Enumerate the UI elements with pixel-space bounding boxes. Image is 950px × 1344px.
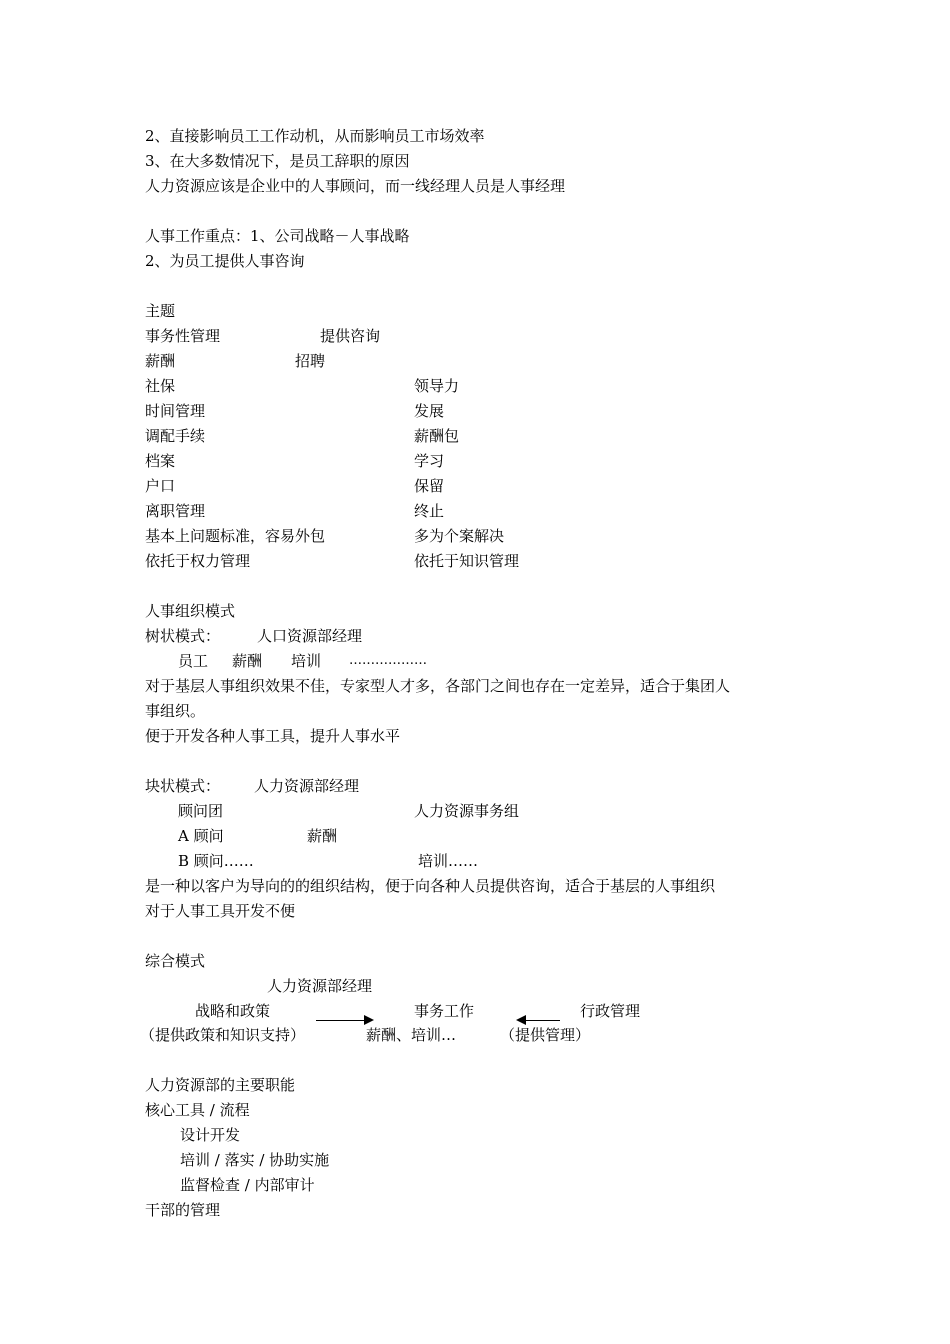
focus-line-2: 2、为员工提供人事咨询 — [145, 252, 305, 270]
tree-sub-pay: 薪酬 — [232, 652, 263, 670]
functions-heading: 人力资源部的主要职能 — [145, 1076, 296, 1094]
combo-left: 战略和政策 — [195, 1002, 271, 1020]
topics-right-item: 多为个案解决 — [414, 527, 505, 545]
topics-left-item: 时间管理 — [145, 402, 206, 420]
tree-manager: 人口资源部经理 — [257, 627, 363, 645]
arrow-left-line — [526, 1020, 560, 1021]
topics-left-item: 离职管理 — [145, 502, 206, 520]
arrow-right-line — [316, 1020, 364, 1021]
topics-right-item: 学习 — [414, 452, 445, 470]
topics-right-item: 终止 — [414, 502, 445, 520]
topics-heading: 主题 — [145, 302, 176, 320]
tree-desc-2: 事组织。 — [145, 702, 206, 720]
intro-line-3: 人力资源应该是企业中的人事顾问，而一线经理人员是人事经理 — [145, 177, 566, 195]
topics-row1-left: 薪酬 — [145, 352, 176, 370]
org-heading: 人事组织模式 — [145, 602, 236, 620]
topics-right-header: 提供咨询 — [320, 327, 381, 345]
topics-right-item: 保留 — [414, 477, 445, 495]
intro-line-2: 3、在大多数情况下，是员工辞职的原因 — [145, 152, 410, 170]
tree-sub-staff: 员工 — [178, 652, 209, 670]
combo-mid: 事务工作 — [414, 1002, 475, 1020]
focus-line-1: 人事工作重点：1、公司战略－人事战略 — [145, 227, 410, 245]
arrow-left-head-icon — [516, 1015, 526, 1025]
topics-row1-right: 招聘 — [295, 352, 326, 370]
tree-desc-3: 便于开发各种人事工具，提升人事水平 — [145, 727, 401, 745]
functions-item: 培训 / 落实 / 协助实施 — [180, 1151, 330, 1169]
combo-right-sub: （提供管理） — [500, 1026, 591, 1044]
functions-item: 监督检查 / 内部审计 — [180, 1176, 315, 1194]
block-b-right: 培训…… — [418, 852, 479, 870]
arrow-right-head-icon — [364, 1015, 374, 1025]
topics-left-item: 户口 — [145, 477, 176, 495]
block-right-head: 人力资源事务组 — [414, 802, 520, 820]
topics-left-item: 社保 — [145, 377, 176, 395]
intro-line-1: 2、直接影响员工工作动机，从而影响员工市场效率 — [145, 127, 485, 145]
topics-left-header: 事务性管理 — [145, 327, 221, 345]
tree-sub-training: 培训 — [291, 652, 322, 670]
topics-left-item: 基本上问题标准，容易外包 — [145, 527, 326, 545]
combo-manager: 人力资源部经理 — [267, 977, 373, 995]
combo-label: 综合模式 — [145, 952, 206, 970]
block-manager: 人力资源部经理 — [254, 777, 360, 795]
combo-left-sub: （提供政策和知识支持） — [140, 1026, 306, 1044]
topics-right-item: 依托于知识管理 — [414, 552, 520, 570]
combo-right: 行政管理 — [580, 1002, 641, 1020]
block-a: A 顾问 — [178, 827, 224, 845]
topics-right-item: 薪酬包 — [414, 427, 460, 445]
tree-label: 树状模式： — [145, 627, 221, 645]
topics-left-item: 调配手续 — [145, 427, 206, 445]
tree-sub-ellipsis: ……………… — [349, 653, 427, 668]
functions-core: 核心工具 / 流程 — [145, 1101, 250, 1119]
functions-item: 设计开发 — [180, 1126, 241, 1144]
topics-right-item: 领导力 — [414, 377, 460, 395]
functions-cadre: 干部的管理 — [145, 1201, 221, 1219]
topics-right-item: 发展 — [414, 402, 445, 420]
topics-left-item: 依托于权力管理 — [145, 552, 251, 570]
block-desc-1: 是一种以客户为导向的的组织结构，便于向各种人员提供咨询，适合于基层的人事组织 — [145, 877, 716, 895]
block-b: B 顾问…… — [178, 852, 254, 870]
topics-left-item: 档案 — [145, 452, 176, 470]
block-a-right: 薪酬 — [307, 827, 338, 845]
block-left-head: 顾问团 — [178, 802, 224, 820]
block-desc-2: 对于人事工具开发不便 — [145, 902, 296, 920]
combo-mid-sub: 薪酬、培训… — [366, 1026, 457, 1044]
tree-desc-1: 对于基层人事组织效果不佳，专家型人才多，各部门之间也存在一定差异，适合于集团人 — [145, 677, 731, 695]
block-label: 块状模式： — [145, 777, 221, 795]
